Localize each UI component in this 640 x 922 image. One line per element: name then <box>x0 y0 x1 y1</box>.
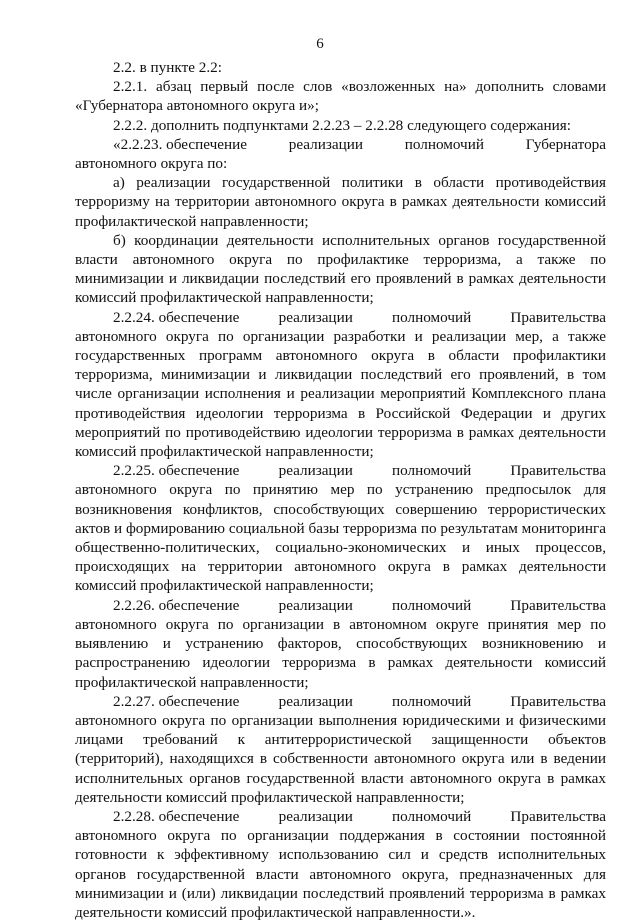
lead-word: Правительства <box>510 462 606 480</box>
document-body <box>75 58 606 922</box>
paragraph-continuation: автономного округа по принятию мер по устранению предпосылок для возникновения конфликтов, способствующих совершению террористических актов и формированию социальной базы терроризма по результатам мониторинга общественно-политических, социально-экономических и иных процессов, происходящих на территории автономного округа в рамках деятельности комиссий профилактической направленности; <box>75 481 606 595</box>
paragraph-2-2: 2.2. в пункте 2.2: <box>113 59 222 76</box>
lead-word: реализации <box>278 308 353 326</box>
page-number: 6 <box>316 36 324 52</box>
paragraph-2-2-2: 2.2.2. дополнить подпунктами 2.2.23 – 2.2.28 следующего содержания: <box>113 116 571 134</box>
subparagraph-b: б) координации деятельности исполнительных органов государственной власти автономного округа по профилактике терроризма, а также по минимизации и ликвидации последствий его проявлений в рамках деятельности комиссий профилактической направленности; <box>75 231 606 307</box>
lead-word: полномочий <box>392 807 472 825</box>
lead-word: Правительства <box>510 308 606 326</box>
lead-word: полномочий <box>392 692 472 710</box>
lead-word: Правительства <box>510 692 606 710</box>
lead-word: Губернатора <box>525 135 606 153</box>
paragraph-continuation: автономного округа по организации разработки и реализации мер, а также государственных программ автономного округа в области профилактики терроризма, минимизации и ликвидации последствий его проявлений, в том числе организации исполнения и реализации мероприятий Комплексного плана противодействия идеологии терроризма в Российской Федерации и других мероприятий по противодействию идеологии терроризма в рамках деятельности комиссий профилактической направленности; <box>75 327 606 461</box>
paragraph-2-2-23 <box>75 135 606 173</box>
lead-word: полномочий <box>404 135 484 153</box>
lead-word: полномочий <box>392 308 472 326</box>
lead-word: «2.2.23. обеспечение <box>113 135 248 153</box>
lead-word: Правительства <box>510 596 606 614</box>
lead-word: Правительства <box>510 807 606 825</box>
paragraph-2-2-26 <box>75 596 606 692</box>
paragraph-2-2-1: 2.2.1. абзац первый после слов «возложенных на» дополнить словами «Губернатора автономного округа и»; <box>75 78 606 115</box>
lead-word: полномочий <box>392 462 472 480</box>
lead-word: 2.2.26. обеспечение <box>113 596 240 614</box>
lead-word: реализации <box>278 596 353 614</box>
paragraph-continuation: автономного округа по: <box>75 155 228 173</box>
paragraph-continuation: автономного округа по организации поддержания в состоянии постоянной готовности к эффективному использованию сил и средств исполнительных органов государственной власти автономного округа, предназначенных для минимизации и (или) ликвидации последствий проявлений терроризма в рамках деятельности комиссий профилактической направленности.». <box>75 827 606 921</box>
lead-word: 2.2.27. обеспечение <box>113 692 240 710</box>
lead-word: 2.2.25. обеспечение <box>113 462 240 480</box>
lead-word: реализации <box>278 462 353 480</box>
lead-word: 2.2.28. обеспечение <box>113 807 240 825</box>
lead-word: полномочий <box>392 596 472 614</box>
lead-word: реализации <box>278 692 353 710</box>
paragraph-2-2-27 <box>75 692 606 807</box>
lead-word: 2.2.24. обеспечение <box>113 308 240 326</box>
subparagraph-a: а) реализации государственной политики в области противодействия терроризму на территории автономного округа в рамках деятельности комиссий профилактической направленности; <box>75 174 606 230</box>
lead-word: реализации <box>278 807 353 825</box>
paragraph-2-2-24 <box>75 308 606 462</box>
lead-word: реализации <box>288 135 363 153</box>
paragraph-continuation: автономного округа по организации в автономном округе принятия мер по выявлению и устранению факторов, способствующих возникновению и распространению идеологии терроризма в рамках деятельности комиссий профилактической направленности; <box>75 615 606 691</box>
paragraph-continuation: автономного округа по организации выполнения юридическими и физическими лицами требований к антитеррористической защищенности объектов (территорий), находящихся в собственности автономного округа или в ведении исполнительных органов государственной власти автономного округа в рамках деятельности комиссий профилактической направленности; <box>75 711 606 806</box>
paragraph-2-2-25 <box>75 461 606 595</box>
